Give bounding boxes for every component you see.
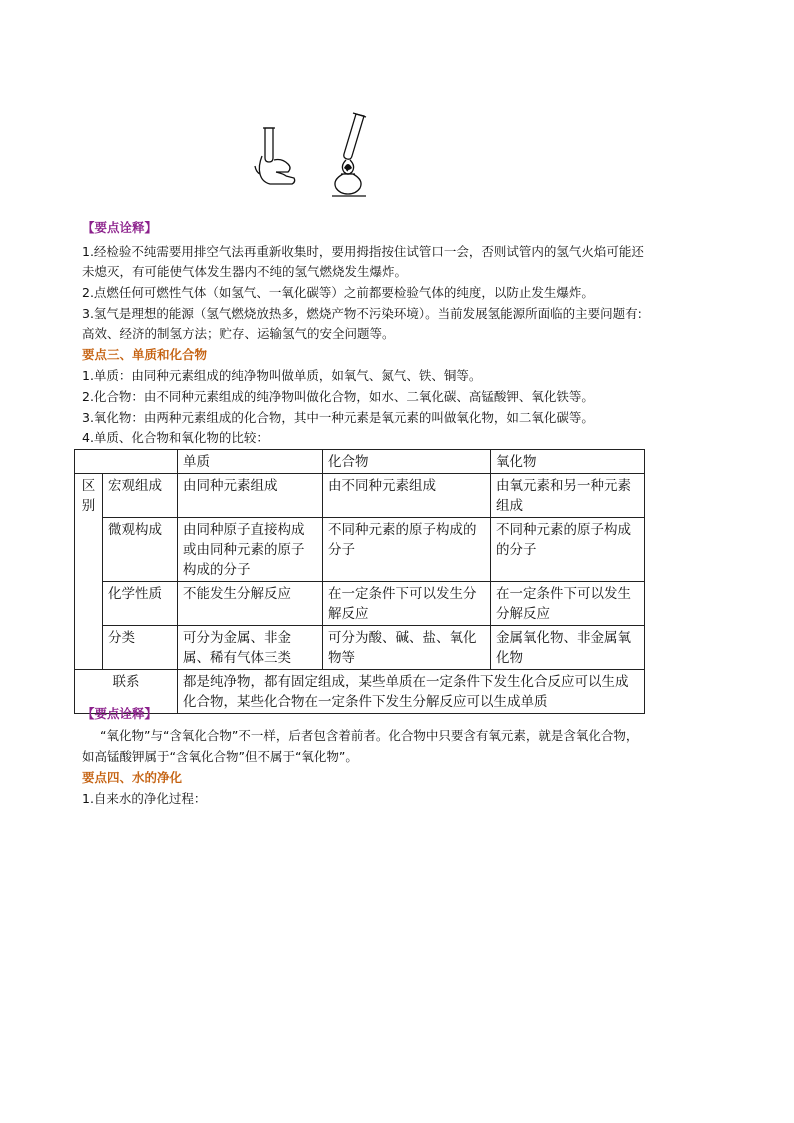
table-cell: 由氧元素和另一种元素组成 — [491, 474, 645, 518]
table-header-row — [75, 450, 645, 474]
table-header-cell: 氧化物 — [491, 450, 645, 474]
table-footer-row — [75, 670, 645, 714]
section3-line: 如高锰酸钾属于“含氧化合物”但不属于“氧化物”。 — [82, 749, 358, 764]
section2-line: 4.单质、化合物和氧化物的比较： — [82, 430, 269, 445]
section1-line: 高效、经济的制氢方法；贮存、运输氢气的安全问题等。 — [82, 326, 395, 341]
row-label-cell: 化学性质 — [103, 582, 178, 626]
section1-line: 1.经检验不纯需要用排空气法再重新收集时，要用拇指按住试管口一会，否则试管内的氢气火焰可能还 — [82, 244, 644, 259]
table-cell: 由同种原子直接构成或由同种元素的原子构成的分子 — [178, 518, 323, 582]
section2-line: 1.单质：由同种元素组成的纯净物叫做单质，如氧气、氮气、铁、铜等。 — [82, 368, 482, 383]
section1-line: 2.点燃任何可燃性气体（如氢气、一氧化碳等）之前都要检验气体的纯度，以防止发生爆炸。 — [82, 285, 594, 300]
section3-heading: 【要点诠释】 — [82, 706, 158, 721]
table-row — [75, 518, 645, 582]
section3-line: “氧化物”与“含氧化合物”不一样，后者包含着前者。化合物中只要含有氧元素，就是含氧化合物， — [100, 728, 639, 743]
table-cell: 金属氧化物、非金属氧化物 — [491, 626, 645, 670]
table-cell: 不能发生分解反应 — [178, 582, 323, 626]
table-cell: 在一定条件下可以发生分解反应 — [323, 582, 491, 626]
table-header-cell: 单质 — [178, 450, 323, 474]
section1-line: 未熄灭，有可能使气体发生器内不纯的氢气燃烧发生爆炸。 — [82, 264, 408, 279]
group-label-cell: 区别 — [75, 474, 103, 670]
section1-line: 3.氢气是理想的能源（氢气燃烧放热多，燃烧产物不污染环境）。当前发展氢能源所面临的主要问题有: — [82, 306, 642, 321]
footer-text-cell: 都是纯净物，都有固定组成，某些单质在一定条件下发生化合反应可以生成化合物，某些化合物在一定条件下发生分解反应可以生成单质 — [178, 670, 645, 714]
section4-heading: 要点四、水的净化 — [82, 770, 183, 785]
table-row — [75, 626, 645, 670]
table-row — [75, 582, 645, 626]
table-cell: 不同种元素的原子构成的分子 — [491, 518, 645, 582]
table-corner-cell — [75, 450, 178, 474]
row-label-cell: 分类 — [103, 626, 178, 670]
table-cell: 在一定条件下可以发生分解反应 — [491, 582, 645, 626]
table-cell: 由不同种元素组成 — [323, 474, 491, 518]
table-cell: 由同种元素组成 — [178, 474, 323, 518]
table-cell: 可分为酸、碱、盐、氧化物等 — [323, 626, 491, 670]
section2-line: 2.化合物：由不同种元素组成的纯净物叫做化合物，如水、二氧化碳、高锰酸钾、氧化铁等。 — [82, 389, 594, 404]
table-cell: 不同种元素的原子构成的分子 — [323, 518, 491, 582]
comparison-table — [74, 449, 645, 714]
hydrogen-test-illustration — [248, 110, 398, 202]
table-row — [75, 474, 645, 518]
section1-heading: 【要点诠释】 — [82, 220, 158, 235]
row-label-cell: 微观构成 — [103, 518, 178, 582]
section2-line: 3.氧化物：由两种元素组成的化合物，其中一种元素是氧元素的叫做氧化物，如二氧化碳等。 — [82, 410, 594, 425]
section4-line: 1.自来水的净化过程： — [82, 791, 207, 806]
footer-label-cell: 联系 — [75, 670, 178, 714]
section2-heading: 要点三、单质和化合物 — [82, 347, 208, 362]
row-label-cell: 宏观组成 — [103, 474, 178, 518]
table-cell: 可分为金属、非金属、稀有气体三类 — [178, 626, 323, 670]
table-header-cell: 化合物 — [323, 450, 491, 474]
